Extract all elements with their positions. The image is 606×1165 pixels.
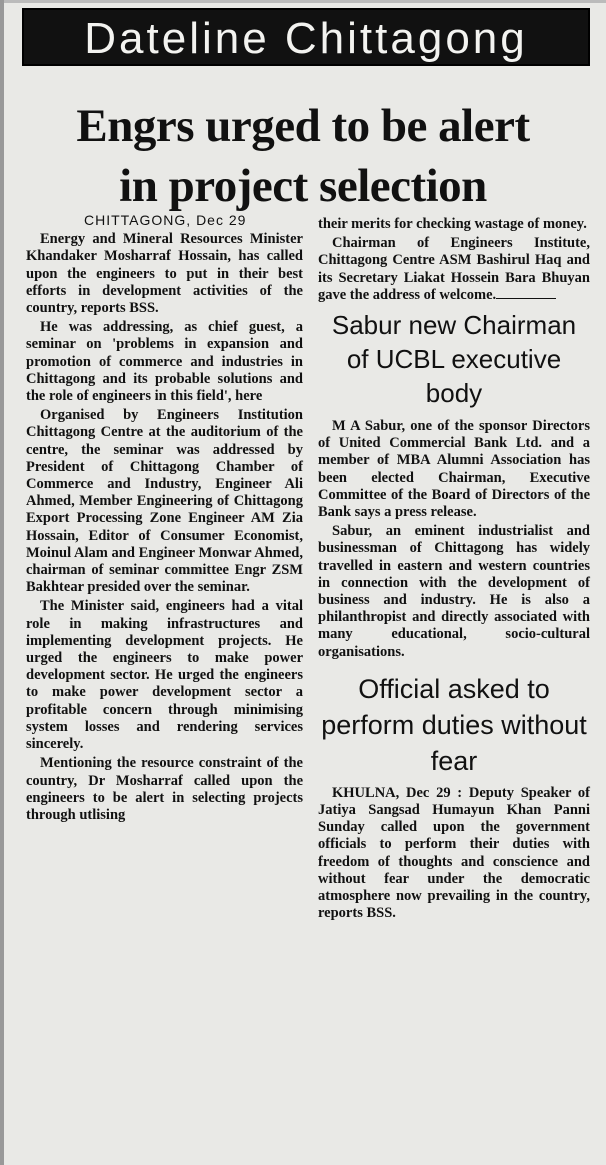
dateline: CHITTAGONG, Dec 29 [84,212,247,228]
article-paragraph: their merits for checking wastage of money. [318,216,587,232]
article-paragraph [318,235,590,304]
headline-line-2: in project selection [119,160,487,212]
ucbl-headline: Sabur new Chairman of UCBL executive body [331,310,577,409]
section-banner: Dateline Chittagong [22,8,590,66]
article-paragraph: M A Sabur, one of the sponsor Directors of United Commercial Bank Ltd. and a member of MBA Alumni Association has been elected Chairman, Executive Committee of the Board of Directors of the Bank says a press release. [318,418,590,521]
article-paragraph: Sabur, an eminent industrialist and businessman of Chittagong has widely travelled in eastern and western countries in connection with the development of business and industry. He is also a philanthropist and directly associated with many educational, socio-cultural organisations. [318,523,590,660]
article-paragraph: He was addressing, as chief guest, a seminar on 'problems in expansion and promotion of commerce and industries in Chittagong and its probable solutions and the role of engineers in this field', here [26,319,303,405]
top-edge [0,0,606,3]
official-headline: Official asked to perform duties without fear [321,673,587,776]
article-paragraph: KHULNA, Dec 29 : Deputy Speaker of Jatiya Sangsad Humayun Khan Panni Sunday called upon the government officials to perform their duties with freedom of thoughts and conscience and without fear under the democratic atmosphere now prevailing in the country, reports BSS. [318,784,590,922]
main-headline [0,96,606,216]
end-rule [496,298,556,299]
article-paragraph: The Minister said, engineers had a vital role in making infrastructures and implementing development projects. He urged the engineers to make power development sector. He urged the engineers to make power development sector a profitable concern through minimising system losses and rendering services sincerely. [26,598,303,753]
welcome-text: Chairman of Engineers Institute, Chittagong Centre ASM Bashirul Haq and its Secretary Liakat Hossein Bara Bhuyan gave the address of welcome. [318,235,590,303]
article-paragraph: Mentioning the resource constraint of the country, Dr Mosharraf called upon the engineers to be alert in selecting projects through utlising [26,755,303,823]
article-paragraph: Organised by Engineers Institution Chittagong Centre at the auditorium of the centre, the seminar was addressed by President of Chittagong Chamber of Commerce and Industry, Engineer Ali Ahmed, Member Engineering of Chittagong Export Processing Zone Engineer AM Zia Hossain, Editor of Consumer Economist, Moinul Alam and Engineer Monwar Ahmed, chairman of seminar committee Engr ZSM Bakhtear presided over the seminar. [26,407,303,596]
left-column [26,212,303,826]
article-paragraph: Energy and Mineral Resources Minister Khandaker Mosharraf Hossain, has called upon the engineers to put in their best efforts in development activities of the country, reports BSS. [26,231,303,317]
right-column [318,216,590,924]
headline-line-1: Engrs urged to be alert [76,100,530,152]
